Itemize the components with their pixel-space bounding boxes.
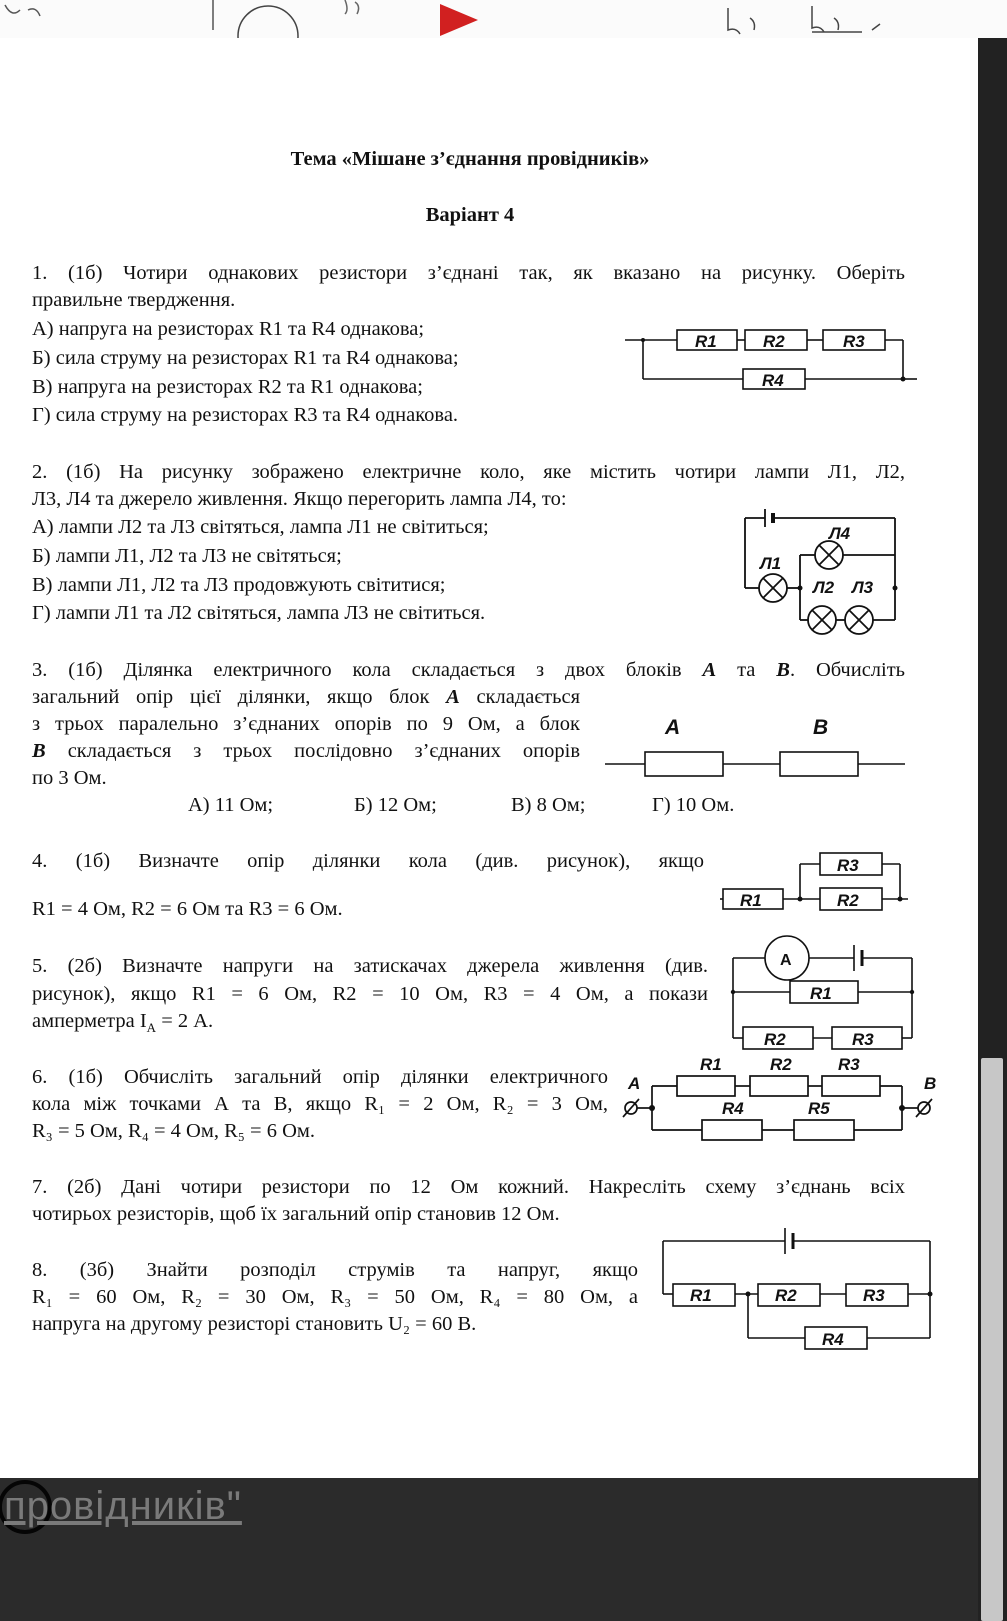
q7-text-line2: чотирьох резисторів, щоб їх загальний опір становив 12 Ом.	[32, 1203, 560, 1225]
q5-text-line3: амперметра $I_A = 2$ А.	[32, 1010, 214, 1036]
q8-text-line2: R₁ = 60 Ом, R₂ = 30 Ом, R₃ = 50 Ом, R₄ = 80 Ом, а	[32, 1286, 638, 1308]
q5-text-line2: рисунок), якщо R1 = 6 Ом, R2 = 10 Ом, R3 = 4 Ом, а покази	[32, 983, 708, 1005]
q6-fig-label-r5: R5	[808, 1099, 830, 1118]
q8-fig-label-r3: R3	[863, 1286, 885, 1305]
q6-circuit-diagram	[622, 1046, 942, 1136]
q8-fig-label-r4: R4	[822, 1330, 844, 1349]
q2-fig-label-l1: Л1	[760, 554, 782, 573]
q8-fig-label-r2: R2	[775, 1286, 797, 1305]
q6-text-line1: 6. (1б) Обчисліть загальний опір ділянки електричного	[32, 1066, 608, 1088]
q2-text-line1: 2. (1б) На рисунку зображено електричне коло, яке містить чотири лампи Л1, Л2,	[32, 461, 905, 483]
ammeter-label: A	[780, 952, 792, 969]
q1-option-a: А) напруга на резисторах R1 та R4 однакова;	[32, 318, 425, 340]
q6-fig-label-r4: R4	[722, 1099, 744, 1118]
scrollbar-thumb[interactable]	[981, 1058, 1003, 1621]
q5-fig-label-r3: R3	[852, 1030, 874, 1049]
overlay-caption: провідників"	[4, 1484, 242, 1528]
q7-text-line1: 7. (2б) Дані чотири резистори по 12 Ом кожний. Накресліть схему з’єднань всіх	[32, 1176, 905, 1198]
q3-answer-d: Г) 10 Ом.	[652, 794, 735, 816]
q1-fig-label-r1: R1	[695, 332, 717, 351]
q1-option-c: В) напруга на резисторах R2 та R1 однакова;	[32, 376, 423, 398]
whiteboard-strip	[0, 0, 1007, 38]
handwriting-scribbles	[0, 0, 1007, 38]
q4-fig-label-r2: R2	[837, 891, 859, 910]
q2-option-c: В) лампи Л1, Л2 та Л3 продовжують світитися;	[32, 574, 446, 596]
q4-fig-label-r1: R1	[740, 891, 762, 910]
q3-answer-c: В) 8 Ом;	[511, 794, 586, 816]
q1-fig-label-r2: R2	[763, 332, 785, 351]
q1-text-line2: правильне твердження.	[32, 289, 236, 311]
q3-text-line3: з трьох паралельно з’єднаних опорів по 9 Ом, а блок	[32, 713, 580, 735]
q3-answer-a: А) 11 Ом;	[188, 794, 274, 816]
q3-text-line4: В складається з трьох послідовно з’єднаних опорів	[32, 740, 581, 762]
q6-text-line2: кола між точками А та В, якщо R₁ = 2 Ом, R₂ = 3 Ом,	[32, 1093, 608, 1115]
q8-fig-label-r1: R1	[690, 1286, 712, 1305]
q3-fig-label-a: A	[665, 716, 681, 739]
q1-option-d: Г) сила струму на резисторах R3 та R4 однакова.	[32, 404, 459, 426]
q2-fig-label-l2: Л2	[813, 578, 835, 597]
q1-fig-label-r4: R4	[762, 371, 784, 390]
q4-text-line2: R1 = 4 Ом, R2 = 6 Ом та R3 = 6 Ом.	[32, 898, 343, 920]
video-overlay-strip	[0, 1478, 978, 1621]
variant-heading: Варіант 4	[425, 204, 515, 226]
q8-text-line3: напруга на другому резисторі становить U₂ = 60 В.	[32, 1313, 477, 1335]
page-title: Тема «Мішане з’єднання провідників»	[290, 148, 650, 170]
q6-fig-label-r3: R3	[838, 1055, 860, 1074]
q6-text-line3: R₃ = 5 Ом, R₄ = 4 Ом, R₅ = 6 Ом.	[32, 1120, 315, 1142]
q1-circuit-diagram	[625, 323, 925, 403]
document-page	[0, 38, 978, 1478]
q6-fig-label-r2: R2	[770, 1055, 792, 1074]
q2-option-b: Б) лампи Л1, Л2 та Л3 не світяться;	[32, 545, 342, 567]
q3-text-line1: 3. (1б) Ділянка електричного кола складається з двох блоків А та В. Обчисліть	[32, 659, 906, 681]
q5-text-line1: 5. (2б) Визначте напруги на затискачах джерела живлення (див.	[32, 955, 708, 977]
block-b-label: В	[776, 659, 790, 681]
block-a-label: А	[702, 659, 717, 681]
q4-fig-label-r3: R3	[837, 856, 859, 875]
q6-fig-label-b: B	[924, 1074, 937, 1093]
q3-text-line2: загальний опір цієї ділянки, якщо блок А складається	[32, 686, 581, 708]
q2-option-d: Г) лампи Л1 та Л2 світяться, лампа Л3 не світиться.	[32, 602, 486, 624]
q6-fig-label-r1: R1	[700, 1055, 722, 1074]
q2-option-a: А) лампи Л2 та Л3 світяться, лампа Л1 не світиться;	[32, 516, 489, 538]
q3-text-line5: по 3 Ом.	[32, 767, 107, 789]
q2-fig-label-l3: Л3	[852, 578, 874, 597]
q1-option-b: Б) сила струму на резисторах R1 та R4 однакова;	[32, 347, 459, 369]
q3-blocks-diagram	[605, 710, 907, 780]
side-panel	[978, 38, 1007, 1621]
q1-fig-label-r3: R3	[843, 332, 865, 351]
q2-text-line2: Л3, Л4 та джерело живлення. Якщо перегорить лампа Л4, то:	[32, 488, 567, 510]
q2-fig-label-l4: Л4	[829, 524, 851, 543]
q8-text-line1: 8. (3б) Знайти розподіл струмів та напруг, якщо	[32, 1259, 638, 1281]
q4-text-line1: 4. (1б) Визначте опір ділянки кола (див. рисунок), якщо	[32, 850, 704, 872]
q3-answer-b: Б) 12 Ом;	[354, 794, 437, 816]
q1-text-line1: 1. (1б) Чотири однакових резистори з’єднані так, як вказано на рисунку. Оберіть	[32, 262, 905, 284]
q6-fig-label-a: A	[628, 1074, 641, 1093]
q5-circuit-diagram	[730, 928, 920, 1058]
q5-fig-label-r2: R2	[764, 1030, 786, 1049]
q5-fig-label-r1: R1	[810, 984, 832, 1003]
q4-circuit-diagram	[720, 842, 910, 922]
q8-circuit-diagram	[660, 1224, 935, 1354]
q3-fig-label-b: B	[813, 716, 829, 739]
